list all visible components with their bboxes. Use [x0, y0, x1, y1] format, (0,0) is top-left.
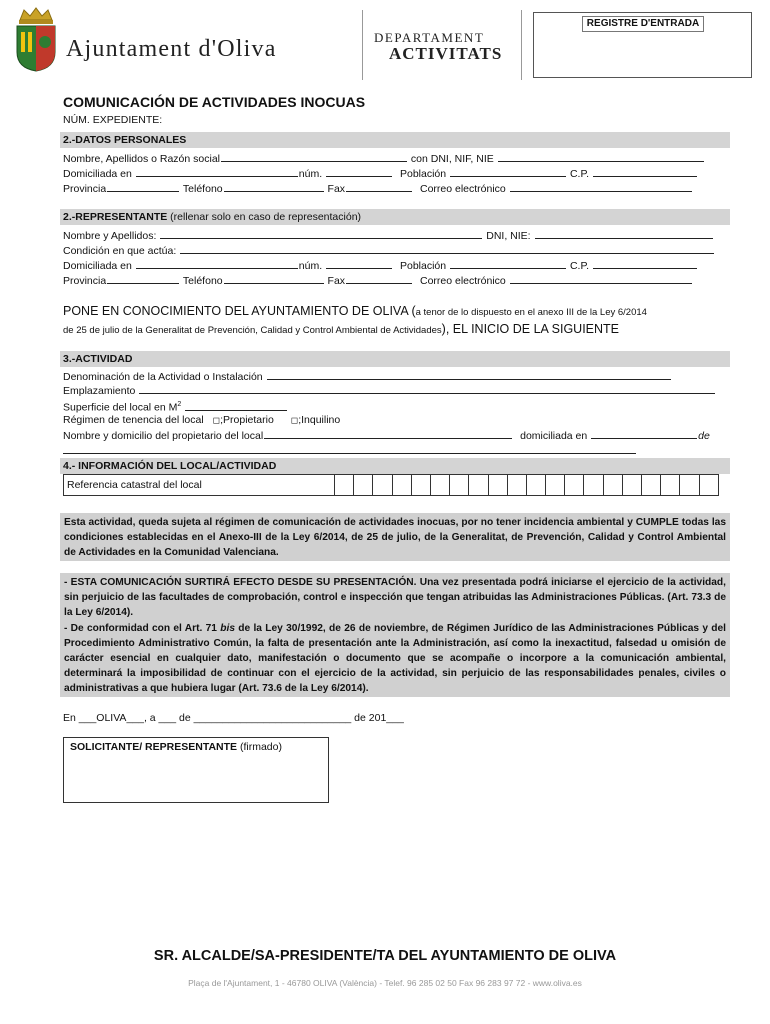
rep-dni-field[interactable]: [535, 228, 713, 239]
propietario-label: ;Propietario: [220, 414, 274, 426]
section-actividad: 3.-ACTIVIDAD: [60, 351, 730, 367]
address-field[interactable]: [136, 166, 298, 177]
catastral-cell[interactable]: [642, 474, 661, 496]
rep-address-row: [63, 258, 698, 273]
rep-telefono-label: Teléfono: [182, 275, 223, 287]
superficie-field[interactable]: [185, 400, 287, 411]
de-label: de: [698, 430, 710, 442]
name-label: Nombre, Apellidos o Razón social: [63, 153, 220, 165]
rep-email-label: Correo electrónico: [419, 275, 506, 287]
org-name: Ajuntament d'Oliva: [66, 36, 277, 62]
address-label: Domiciliada en: [63, 168, 132, 180]
catastral-cell[interactable]: [680, 474, 699, 496]
pone-text-d: ), EL INICIO DE LA SIGUIENTE: [441, 322, 620, 336]
rep-fax-label: Fax: [327, 275, 346, 287]
signature-label: [70, 741, 282, 753]
telefono-field[interactable]: [224, 181, 324, 192]
emplazamiento-label: Emplazamiento: [63, 385, 136, 397]
signature-note: (firmado): [239, 741, 282, 753]
rep-telefono-field[interactable]: [224, 273, 324, 284]
personal-contact-row: [63, 181, 693, 196]
expediente-label: NÚM. EXPEDIENTE:: [63, 114, 163, 126]
catastral-cell[interactable]: [450, 474, 469, 496]
catastral-cell[interactable]: [393, 474, 412, 496]
notice-bis: bis: [220, 622, 235, 634]
superficie-exponent: 2: [177, 401, 182, 408]
pone-text-a: PONE EN CONOCIMIENTO DEL AYUNTAMIENTO DE OLIVA (: [63, 304, 416, 318]
telefono-label: Teléfono: [182, 183, 223, 195]
superficie-label: Superficie del local en M: [63, 401, 178, 414]
propietario-checkbox[interactable]: ◻: [212, 415, 221, 425]
regimen-row: [63, 413, 340, 427]
catastral-cell[interactable]: [469, 474, 488, 496]
pone-line-2: [63, 322, 619, 336]
notice-efecto-text: - ESTA COMUNICACIÓN SURTIRÁ EFECTO DESDE SU PRESENTACIÓN. Una vez presentada podrá iniciarse el ejercicio de la actividad, sin perjuicio de las facultades de comprobación, control e inspección que tengan atribuidas las Administraciones Públicas. (Art. 73.3 de la Ley 6/2014).: [64, 577, 726, 619]
notice-conformidad-a: - De conformidad con el Art. 71: [64, 622, 221, 634]
name-field[interactable]: [221, 151, 407, 162]
department-name: ACTIVITATS: [389, 44, 503, 63]
propietario-continuation-field[interactable]: [63, 453, 636, 454]
footer-address: Plaça de l'Ajuntament, 1 - 46780 OLIVA (València) - Telef. 96 285 02 50 Fax 96 283 97 72 - www.oliva.es: [188, 978, 582, 988]
rep-num-label: núm.: [298, 260, 323, 272]
cp-field[interactable]: [593, 166, 697, 177]
num-label: núm.: [298, 168, 323, 180]
rep-condicion-label: Condición en que actúa:: [63, 245, 177, 257]
section-datos-personales: 2.-DATOS PERSONALES: [60, 132, 730, 148]
pone-line-1: [63, 304, 647, 318]
rep-address-field[interactable]: [136, 258, 298, 269]
rep-email-field[interactable]: [510, 273, 692, 284]
dni-field[interactable]: [498, 151, 704, 162]
notice-efecto: [60, 573, 730, 697]
catastral-cell[interactable]: [431, 474, 450, 496]
notice-conformidad-b: de la Ley 30/1992, de 26 de noviembre, de Régimen Jurídico de las Administraciones Públicas y del Procedimiento Administrativo Común, la falta de presentación ante la Administración, así como la inexactitud, falsedad u omisión de carácter esencial en cualquier dato, manifestación o documento que se acompañe o incorpore a la comunicación ambiental, determinará la imposibilidad de continuar con el ejercicio de la actividad, sin perjuicio de las responsabilidades penales, civiles o administrativas a que hubiera lugar (Art. 73.6 de la Ley 6/2014).: [64, 622, 726, 695]
catastral-cell[interactable]: [565, 474, 584, 496]
rep-fax-field[interactable]: [346, 273, 412, 284]
catastral-cell[interactable]: [527, 474, 546, 496]
rep-provincia-label: Provincia: [63, 275, 107, 287]
catastral-cell[interactable]: [584, 474, 603, 496]
representante-note: (rellenar solo en caso de representación): [170, 211, 362, 223]
rep-cp-label: C.P.: [569, 260, 590, 272]
ref-catastral-label: Referencia catastral del local: [63, 474, 335, 496]
catastral-cell[interactable]: [335, 474, 354, 496]
header-divider: [362, 10, 363, 80]
catastral-cell[interactable]: [373, 474, 392, 496]
propietario-domicilio-field[interactable]: [264, 428, 512, 439]
signature-title: SOLICITANTE/ REPRESENTANTE: [70, 741, 238, 753]
representante-title: 2.-REPRESENTANTE: [63, 211, 168, 223]
cp-label: C.P.: [569, 168, 590, 180]
rep-dni-label: DNI, NIE:: [486, 230, 531, 242]
catastral-cell[interactable]: [412, 474, 431, 496]
denominacion-label: Denominación de la Actividad o Instalación: [63, 371, 263, 383]
section-representante: [60, 209, 730, 225]
catastral-cell[interactable]: [546, 474, 565, 496]
registre-box: [533, 12, 752, 78]
catastral-cell[interactable]: [489, 474, 508, 496]
dni-label: con DNI, NIF, NIE: [410, 153, 494, 165]
emplazamiento-field[interactable]: [139, 383, 715, 394]
catastral-cell[interactable]: [508, 474, 527, 496]
rep-num-field[interactable]: [326, 258, 392, 269]
domiciliada-field[interactable]: [591, 428, 697, 439]
rep-contact-row: [63, 273, 693, 288]
poblacion-label: Población: [399, 168, 447, 180]
header-divider-2: [521, 10, 522, 80]
rep-name-field[interactable]: [160, 228, 482, 239]
date-en: En ___: [63, 712, 97, 724]
propietario-domicilio-label: Nombre y domicilio del propietario del local: [63, 430, 264, 442]
emplazamiento-row: [63, 383, 716, 398]
rep-condicion-row: [63, 243, 715, 258]
rep-poblacion-label: Población: [399, 260, 447, 272]
fax-label: Fax: [327, 183, 346, 195]
addressee-title: SR. ALCALDE/SA-PRESIDENTE/TA DEL AYUNTAMIENTO DE OLIVA: [153, 948, 617, 964]
personal-name-row: [63, 151, 705, 166]
personal-address-row: [63, 166, 698, 181]
catastral-cell[interactable]: [604, 474, 623, 496]
registre-label: REGISTRE D'ENTRADA: [582, 16, 704, 32]
catastral-cell[interactable]: [700, 474, 719, 496]
department-label: DEPARTAMENT: [374, 30, 485, 45]
domiciliada-label: domiciliada en: [520, 430, 588, 442]
notice-regimen: Esta actividad, queda sujeta al régimen de comunicación de actividades inocuas, por no tener incidencia ambiental y CUMPLE todas las condiciones establecidas en el Anexo-III de la Ley 6/2014, de 25 de julio, de la Generalitat, de Prevención, Calidad y Control Ambiental de Actividades en la Comunidad Valenciana.: [60, 513, 730, 561]
email-label: Correo electrónico: [419, 183, 506, 195]
pone-text-c: de 25 de julio de la Generalitat de Prevención, Calidad y Control Ambiental de Actividades: [63, 325, 442, 336]
inquilino-label: ;Inquilino: [298, 414, 341, 426]
date-line[interactable]: [63, 711, 404, 725]
catastral-cell[interactable]: [661, 474, 680, 496]
num-field[interactable]: [326, 166, 392, 177]
poblacion-field[interactable]: [450, 166, 566, 177]
date-rest: ___, a ___ de ___________________________ de 201___: [126, 712, 404, 724]
rep-provincia-field[interactable]: [107, 273, 179, 284]
email-field[interactable]: [510, 181, 692, 192]
notice-conformidad: [64, 621, 726, 697]
inquilino-checkbox[interactable]: ◻: [290, 415, 299, 425]
catastral-cell[interactable]: [354, 474, 373, 496]
denominacion-field[interactable]: [267, 369, 671, 380]
provincia-field[interactable]: [107, 181, 179, 192]
rep-cp-field[interactable]: [593, 258, 697, 269]
rep-address-label: Domiciliada en: [63, 260, 132, 272]
ref-catastral-cells[interactable]: [335, 474, 719, 496]
regimen-label: Régimen de tenencia del local: [63, 414, 204, 426]
coat-of-arms-icon: [12, 6, 60, 72]
catastral-cell[interactable]: [623, 474, 642, 496]
rep-condicion-field[interactable]: [180, 243, 714, 254]
section-informacion-local: 4.- INFORMACIÓN DEL LOCAL/ACTIVIDAD: [60, 458, 730, 474]
pone-text-b: a tenor de lo dispuesto en el anexo III de la Ley 6/2014: [415, 307, 647, 318]
date-place: OLIVA: [96, 712, 127, 724]
rep-poblacion-field[interactable]: [450, 258, 566, 269]
provincia-label: Provincia: [63, 183, 107, 195]
propietario-domicilio-row: [63, 428, 710, 443]
denominacion-row: [63, 369, 672, 384]
rep-name-label: Nombre y Apellidos:: [63, 230, 157, 242]
fax-field[interactable]: [346, 181, 412, 192]
signature-box[interactable]: [63, 737, 329, 803]
form-title: COMUNICACIÓN DE ACTIVIDADES INOCUAS: [63, 94, 366, 110]
rep-name-row: [63, 228, 714, 243]
